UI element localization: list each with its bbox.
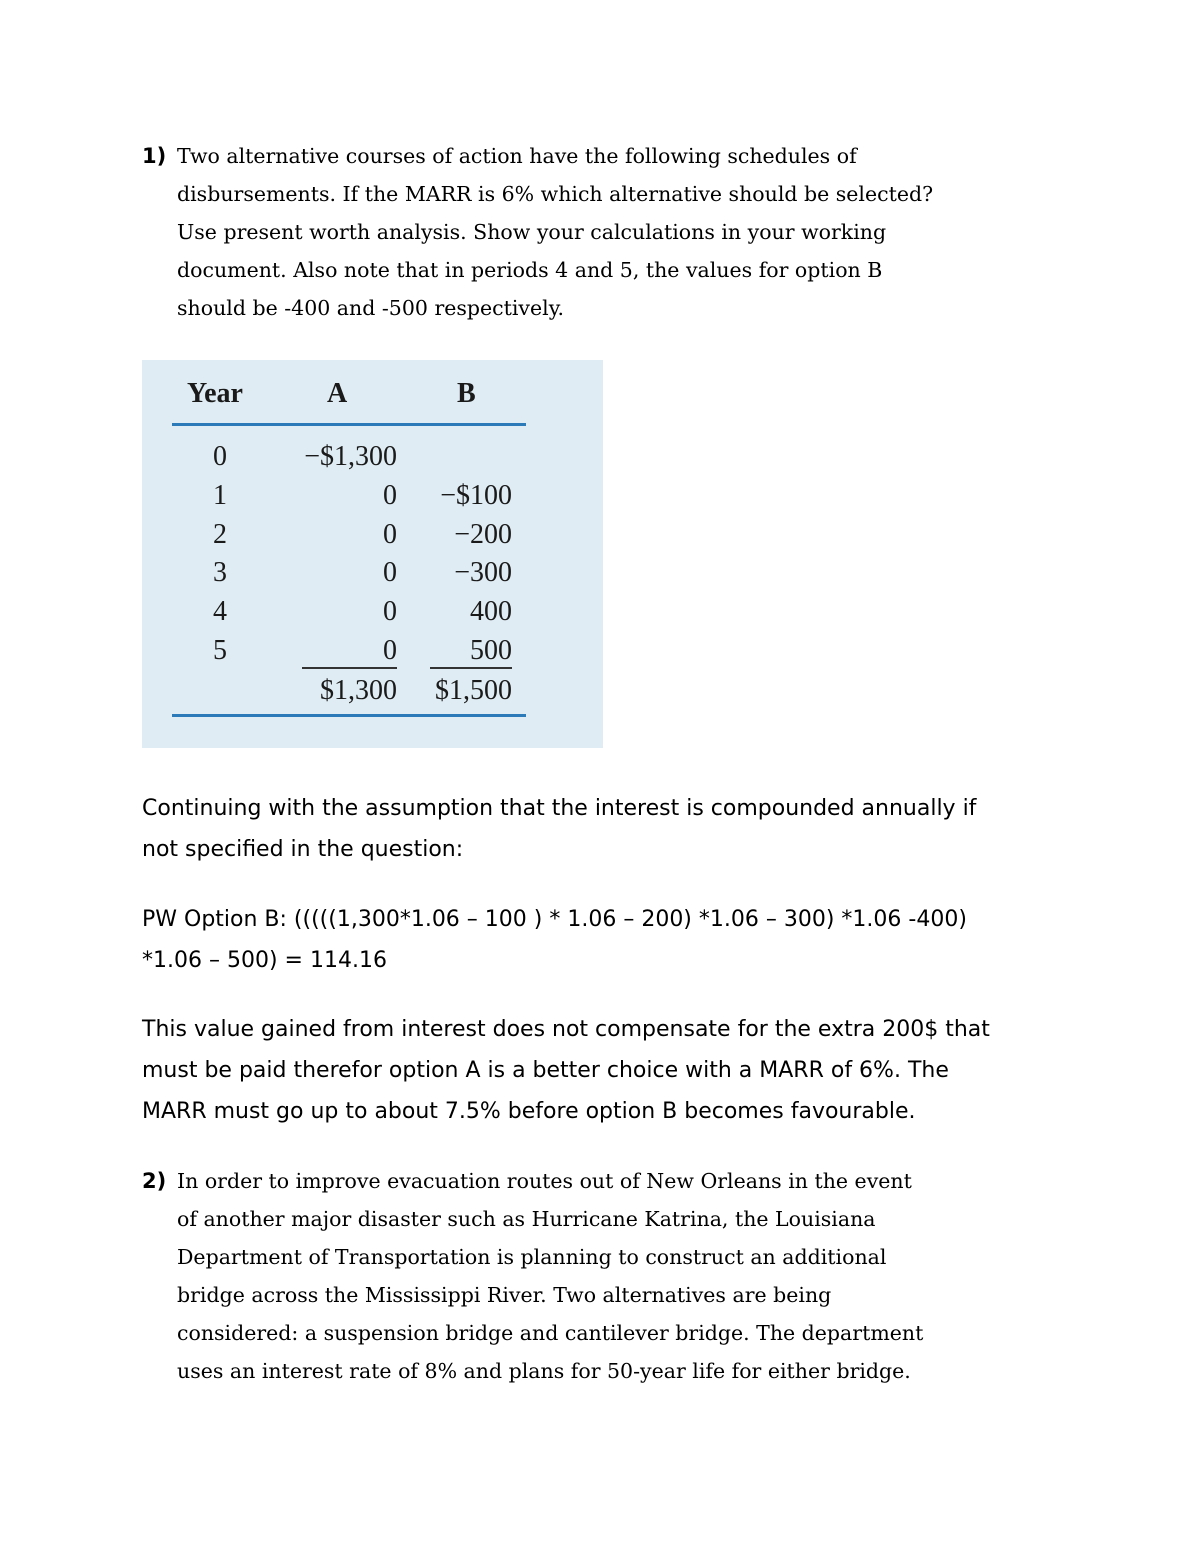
table-cell-a: 0 xyxy=(383,519,397,550)
question-1-number: 1) xyxy=(142,144,167,168)
table-bottom-rule xyxy=(172,714,526,717)
table-total-b: $1,500 xyxy=(435,675,512,706)
question-2-line: In order to improve evacuation routes out of New Orleans in the event xyxy=(177,1169,912,1193)
question-1 xyxy=(142,137,1072,327)
table-header-year: Year xyxy=(187,378,243,409)
answer-assumption xyxy=(142,788,1072,870)
table-cell-a: 0 xyxy=(383,635,397,666)
answer-pw-option-b xyxy=(142,899,1072,981)
table-cell-b: −300 xyxy=(454,557,512,588)
answer-line: PW Option B: (((((1,300*1.06 – 100 ) * 1.06 – 200) *1.06 – 300) *1.06 -400) xyxy=(142,907,967,932)
answer-line: MARR must go up to about 7.5% before option B becomes favourable. xyxy=(142,1099,916,1124)
table-top-rule xyxy=(172,423,526,426)
disbursement-table xyxy=(142,360,603,748)
question-2-line: bridge across the Mississippi River. Two alternatives are being xyxy=(177,1283,832,1307)
table-cell-year: 4 xyxy=(213,596,227,627)
table-total-a: $1,300 xyxy=(320,675,397,706)
question-2-line: uses an interest rate of 8% and plans for 50-year life for either bridge. xyxy=(177,1359,911,1383)
table-sum-rule-b xyxy=(430,667,512,669)
question-1-line: disbursements. If the MARR is 6% which alternative should be selected? xyxy=(177,182,934,206)
table-cell-year: 3 xyxy=(213,557,227,588)
table-cell-year: 0 xyxy=(213,441,227,472)
answer-conclusion xyxy=(142,1009,1072,1132)
answer-line: Continuing with the assumption that the interest is compounded annually if xyxy=(142,796,977,821)
table-header-b: B xyxy=(457,378,476,409)
table-cell-year: 1 xyxy=(213,480,227,511)
answer-line: *1.06 – 500) = 114.16 xyxy=(142,948,387,973)
question-2-line: of another major disaster such as Hurricane Katrina, the Louisiana xyxy=(177,1207,876,1231)
answer-line: must be paid therefor option A is a better choice with a MARR of 6%. The xyxy=(142,1058,949,1083)
answer-line: not specified in the question: xyxy=(142,837,464,862)
question-2-line: Department of Transportation is planning to construct an additional xyxy=(177,1245,887,1269)
table-cell-year: 2 xyxy=(213,519,227,550)
answer-line: This value gained from interest does not compensate for the extra 200$ that xyxy=(142,1017,990,1042)
table-cell-b: 500 xyxy=(470,635,512,666)
table-cell-a: 0 xyxy=(383,596,397,627)
table-cell-b: 400 xyxy=(470,596,512,627)
table-cell-a: 0 xyxy=(383,557,397,588)
question-2 xyxy=(142,1162,1072,1390)
question-2-line: considered: a suspension bridge and cantilever bridge. The department xyxy=(177,1321,924,1345)
question-1-line: Use present worth analysis. Show your calculations in your working xyxy=(177,220,887,244)
table-cell-b: −200 xyxy=(454,519,512,550)
table-cell-year: 5 xyxy=(213,635,227,666)
table-sum-rule-a xyxy=(302,667,397,669)
table-header-a: A xyxy=(327,378,348,409)
question-2-text xyxy=(177,1162,1072,1390)
question-2-number: 2) xyxy=(142,1169,167,1193)
question-1-line: should be -400 and -500 respectively. xyxy=(177,296,565,320)
question-1-text xyxy=(177,137,1072,327)
table-cell-a: 0 xyxy=(383,480,397,511)
question-1-line: Two alternative courses of action have the following schedules of xyxy=(177,144,857,168)
table-cell-a: −$1,300 xyxy=(304,441,397,472)
table-cell-b: −$100 xyxy=(440,480,512,511)
question-1-line: document. Also note that in periods 4 and 5, the values for option B xyxy=(177,258,883,282)
